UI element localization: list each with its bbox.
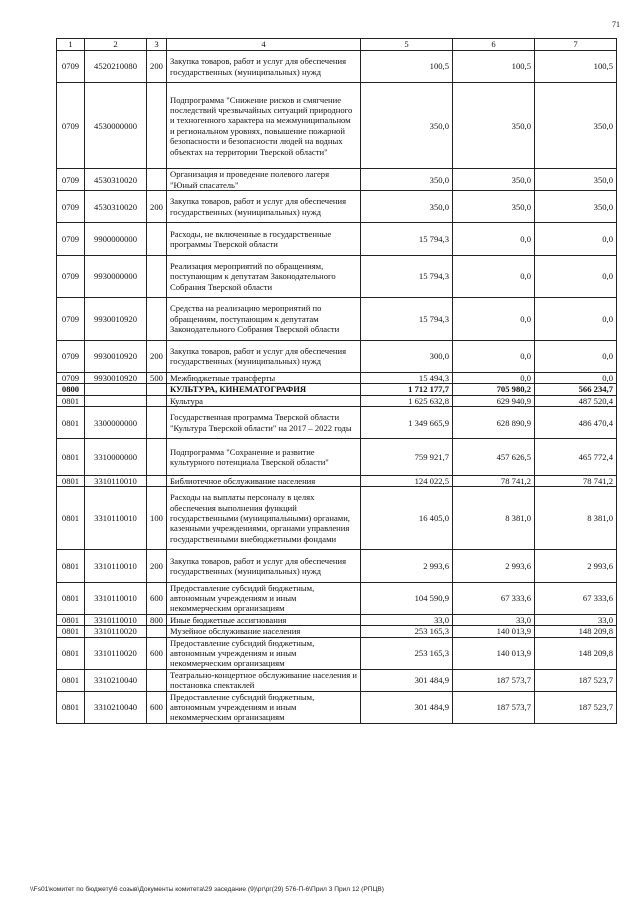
amount-2022-cell: 0,0 [535, 298, 617, 341]
amount-2020-cell: 350,0 [361, 191, 453, 223]
expense-type-cell [147, 255, 167, 298]
target-article-cell: 3310110010 [85, 614, 147, 625]
table-row [57, 384, 617, 395]
expense-type-cell: 200 [147, 340, 167, 372]
amount-2022-cell: 67 333,6 [535, 582, 617, 614]
description-cell: Межбюджетные трансферты [167, 372, 361, 383]
description-cell: Предоставление субсидий бюджетным, автономным учреждениям и иным некоммерческим организациям [167, 582, 361, 614]
amount-2022-cell: 148 209,8 [535, 626, 617, 637]
amount-2022-cell: 100,5 [535, 51, 617, 83]
section-code-cell: 0801 [57, 582, 85, 614]
section-code-cell: 0709 [57, 223, 85, 255]
section-code-cell: 0801 [57, 475, 85, 486]
amount-2020-cell: 759 921,7 [361, 439, 453, 475]
amount-2021-cell: 140 013,9 [453, 637, 535, 669]
description-cell: Закупка товаров, работ и услуг для обеспечения государственных (муниципальных) нужд [167, 191, 361, 223]
target-article-cell: 3310110010 [85, 550, 147, 582]
amount-2020-cell: 300,0 [361, 340, 453, 372]
target-article-cell: 4530310020 [85, 191, 147, 223]
amount-2021-cell: 0,0 [453, 255, 535, 298]
page-number: 71 [612, 20, 620, 29]
amount-2020-cell: 15 794,3 [361, 255, 453, 298]
expense-type-cell [147, 223, 167, 255]
description-cell: Подпрограмма "Снижение рисков и смягчение последствий чрезвычайных ситуаций природного и техногенного характера на межмуниципальном и региональном уровнях, повышение пожарной безопасности и безопасности людей на водных объектах на территории Тверской области" [167, 83, 361, 169]
section-code-cell: 0801 [57, 614, 85, 625]
table-row [57, 191, 617, 223]
description-cell: Музейное обслуживание населения [167, 626, 361, 637]
target-article-cell: 9930010920 [85, 340, 147, 372]
table-row [57, 669, 617, 691]
table-row [57, 169, 617, 191]
column-header: 5 [361, 39, 453, 51]
description-cell: Расходы на выплаты персоналу в целях обеспечения выполнения функций государственными (муниципальными) органами, казенными учреждениями, органами управления государственными внебюджетными фондами [167, 486, 361, 549]
amount-2020-cell: 100,5 [361, 51, 453, 83]
target-article-cell [85, 384, 147, 395]
table-row [57, 340, 617, 372]
column-header: 6 [453, 39, 535, 51]
amount-2020-cell: 301 484,9 [361, 691, 453, 723]
amount-2021-cell: 0,0 [453, 298, 535, 341]
expense-type-cell: 600 [147, 582, 167, 614]
section-code-cell: 0801 [57, 395, 85, 406]
amount-2020-cell: 1 625 632,8 [361, 395, 453, 406]
table-row [57, 372, 617, 383]
expense-type-cell: 200 [147, 191, 167, 223]
amount-2021-cell: 350,0 [453, 191, 535, 223]
expense-type-cell: 100 [147, 486, 167, 549]
section-code-cell: 0709 [57, 372, 85, 383]
amount-2020-cell: 253 165,3 [361, 626, 453, 637]
table-row [57, 486, 617, 549]
description-cell: Реализация мероприятий по обращениям, поступающим к депутатам Законодательного Собрания Тверской области [167, 255, 361, 298]
expense-type-cell [147, 475, 167, 486]
amount-2020-cell: 253 165,3 [361, 637, 453, 669]
expense-type-cell: 200 [147, 550, 167, 582]
expense-type-cell: 500 [147, 372, 167, 383]
amount-2020-cell: 104 590,9 [361, 582, 453, 614]
amount-2022-cell: 187 523,7 [535, 669, 617, 691]
table-row [57, 255, 617, 298]
amount-2022-cell: 187 523,7 [535, 691, 617, 723]
amount-2020-cell: 124 022,5 [361, 475, 453, 486]
amount-2020-cell: 1 349 665,9 [361, 407, 453, 439]
table-row [57, 395, 617, 406]
amount-2021-cell: 140 013,9 [453, 626, 535, 637]
description-cell: Подпрограмма "Сохранение и развитие культурного потенциала Тверской области" [167, 439, 361, 475]
description-cell: Государственная программа Тверской области "Культура Тверской области" на 2017 – 2022 годы [167, 407, 361, 439]
amount-2021-cell: 187 573,7 [453, 691, 535, 723]
amount-2021-cell: 457 626,5 [453, 439, 535, 475]
target-article-cell: 4530310020 [85, 169, 147, 191]
amount-2020-cell: 15 794,3 [361, 223, 453, 255]
column-header: 7 [535, 39, 617, 51]
amount-2021-cell: 350,0 [453, 83, 535, 169]
section-code-cell: 0709 [57, 255, 85, 298]
section-code-cell: 0709 [57, 83, 85, 169]
amount-2020-cell: 1 712 177,7 [361, 384, 453, 395]
amount-2021-cell: 629 940,9 [453, 395, 535, 406]
amount-2020-cell: 350,0 [361, 169, 453, 191]
target-article-cell: 4520210080 [85, 51, 147, 83]
description-cell: Средства на реализацию мероприятий по обращениям, поступающим к депутатам Законодательного Собрания Тверской области [167, 298, 361, 341]
amount-2020-cell: 16 405,0 [361, 486, 453, 549]
target-article-cell [85, 395, 147, 406]
amount-2020-cell: 33,0 [361, 614, 453, 625]
amount-2021-cell: 0,0 [453, 223, 535, 255]
column-header: 3 [147, 39, 167, 51]
budget-table [56, 38, 617, 724]
table-row [57, 83, 617, 169]
expense-type-cell [147, 298, 167, 341]
target-article-cell: 9930010920 [85, 372, 147, 383]
table-row [57, 582, 617, 614]
description-cell: КУЛЬТУРА, КИНЕМАТОГРАФИЯ [167, 384, 361, 395]
table-row [57, 550, 617, 582]
target-article-cell: 3310210040 [85, 669, 147, 691]
amount-2021-cell: 628 890,9 [453, 407, 535, 439]
column-header: 2 [85, 39, 147, 51]
amount-2022-cell: 487 520,4 [535, 395, 617, 406]
section-code-cell: 0800 [57, 384, 85, 395]
amount-2022-cell: 350,0 [535, 83, 617, 169]
table-row [57, 691, 617, 723]
amount-2021-cell: 78 741,2 [453, 475, 535, 486]
section-code-cell: 0801 [57, 407, 85, 439]
amount-2020-cell: 2 993,6 [361, 550, 453, 582]
section-code-cell: 0709 [57, 298, 85, 341]
section-code-cell: 0801 [57, 669, 85, 691]
amount-2022-cell: 2 993,6 [535, 550, 617, 582]
amount-2021-cell: 350,0 [453, 169, 535, 191]
amount-2022-cell: 148 209,8 [535, 637, 617, 669]
table-row [57, 637, 617, 669]
amount-2022-cell: 78 741,2 [535, 475, 617, 486]
amount-2022-cell: 0,0 [535, 255, 617, 298]
expense-type-cell [147, 169, 167, 191]
amount-2021-cell: 705 980,2 [453, 384, 535, 395]
description-cell: Театрально-концертное обслуживание населения и постановка спектаклей [167, 669, 361, 691]
section-code-cell: 0801 [57, 691, 85, 723]
footer-file-path: \\Fs01\комитет по бюджету\6 созыв\Документы комитета\29 заседание (9)\рг\рг(29) 576-П-6\Прил 3 Прил 12 (РПЦВ) [30, 886, 384, 893]
description-cell: Закупка товаров, работ и услуг для обеспечения государственных (муниципальных) нужд [167, 51, 361, 83]
amount-2022-cell: 350,0 [535, 169, 617, 191]
amount-2021-cell: 187 573,7 [453, 669, 535, 691]
section-code-cell: 0801 [57, 439, 85, 475]
table-row [57, 223, 617, 255]
expense-type-cell: 200 [147, 51, 167, 83]
amount-2021-cell: 33,0 [453, 614, 535, 625]
amount-2021-cell: 0,0 [453, 340, 535, 372]
section-code-cell: 0801 [57, 626, 85, 637]
amount-2022-cell: 566 234,7 [535, 384, 617, 395]
amount-2021-cell: 0,0 [453, 372, 535, 383]
table-row [57, 614, 617, 625]
description-cell: Предоставление субсидий бюджетным, автономным учреждениям и иным некоммерческим организациям [167, 637, 361, 669]
target-article-cell: 3300000000 [85, 407, 147, 439]
amount-2022-cell: 8 381,0 [535, 486, 617, 549]
expense-type-cell [147, 439, 167, 475]
amount-2022-cell: 465 772,4 [535, 439, 617, 475]
target-article-cell: 3310110010 [85, 486, 147, 549]
target-article-cell: 9900000000 [85, 223, 147, 255]
description-cell: Библиотечное обслуживание населения [167, 475, 361, 486]
description-cell: Закупка товаров, работ и услуг для обеспечения государственных (муниципальных) нужд [167, 550, 361, 582]
expense-type-cell [147, 669, 167, 691]
description-cell: Культура [167, 395, 361, 406]
column-header: 4 [167, 39, 361, 51]
target-article-cell: 3310210040 [85, 691, 147, 723]
table-row [57, 626, 617, 637]
table-row [57, 407, 617, 439]
table-row [57, 298, 617, 341]
expense-type-cell [147, 626, 167, 637]
amount-2020-cell: 15 494,3 [361, 372, 453, 383]
description-cell: Закупка товаров, работ и услуг для обеспечения государственных (муниципальных) нужд [167, 340, 361, 372]
description-cell: Иные бюджетные ассигнования [167, 614, 361, 625]
target-article-cell: 3310110020 [85, 637, 147, 669]
column-header: 1 [57, 39, 85, 51]
section-code-cell: 0801 [57, 637, 85, 669]
section-code-cell: 0709 [57, 51, 85, 83]
amount-2020-cell: 350,0 [361, 83, 453, 169]
target-article-cell: 9930010920 [85, 298, 147, 341]
target-article-cell: 4530000000 [85, 83, 147, 169]
amount-2021-cell: 100,5 [453, 51, 535, 83]
section-code-cell: 0801 [57, 550, 85, 582]
section-code-cell: 0709 [57, 191, 85, 223]
expense-type-cell: 800 [147, 614, 167, 625]
amount-2021-cell: 8 381,0 [453, 486, 535, 549]
expense-type-cell [147, 407, 167, 439]
table-row [57, 439, 617, 475]
section-code-cell: 0709 [57, 340, 85, 372]
amount-2022-cell: 486 470,4 [535, 407, 617, 439]
section-code-cell: 0709 [57, 169, 85, 191]
table-header-row [57, 39, 617, 51]
amount-2020-cell: 15 794,3 [361, 298, 453, 341]
target-article-cell: 3310110010 [85, 582, 147, 614]
amount-2022-cell: 0,0 [535, 340, 617, 372]
expense-type-cell: 600 [147, 691, 167, 723]
target-article-cell: 9930000000 [85, 255, 147, 298]
expense-type-cell: 600 [147, 637, 167, 669]
section-code-cell: 0801 [57, 486, 85, 549]
expense-type-cell [147, 384, 167, 395]
amount-2022-cell: 350,0 [535, 191, 617, 223]
table-row [57, 51, 617, 83]
amount-2022-cell: 0,0 [535, 223, 617, 255]
amount-2021-cell: 67 333,6 [453, 582, 535, 614]
table-row [57, 475, 617, 486]
target-article-cell: 3310110020 [85, 626, 147, 637]
target-article-cell: 3310110010 [85, 475, 147, 486]
expense-type-cell [147, 83, 167, 169]
amount-2021-cell: 2 993,6 [453, 550, 535, 582]
amount-2022-cell: 0,0 [535, 372, 617, 383]
amount-2020-cell: 301 484,9 [361, 669, 453, 691]
description-cell: Расходы, не включенные в государственные программы Тверской области [167, 223, 361, 255]
target-article-cell: 3310000000 [85, 439, 147, 475]
table-body [57, 51, 617, 724]
description-cell: Организация и проведение полевого лагеря "Юный спасатель" [167, 169, 361, 191]
description-cell: Предоставление субсидий бюджетным, автономным учреждениям и иным некоммерческим организациям [167, 691, 361, 723]
expense-type-cell [147, 395, 167, 406]
amount-2022-cell: 33,0 [535, 614, 617, 625]
